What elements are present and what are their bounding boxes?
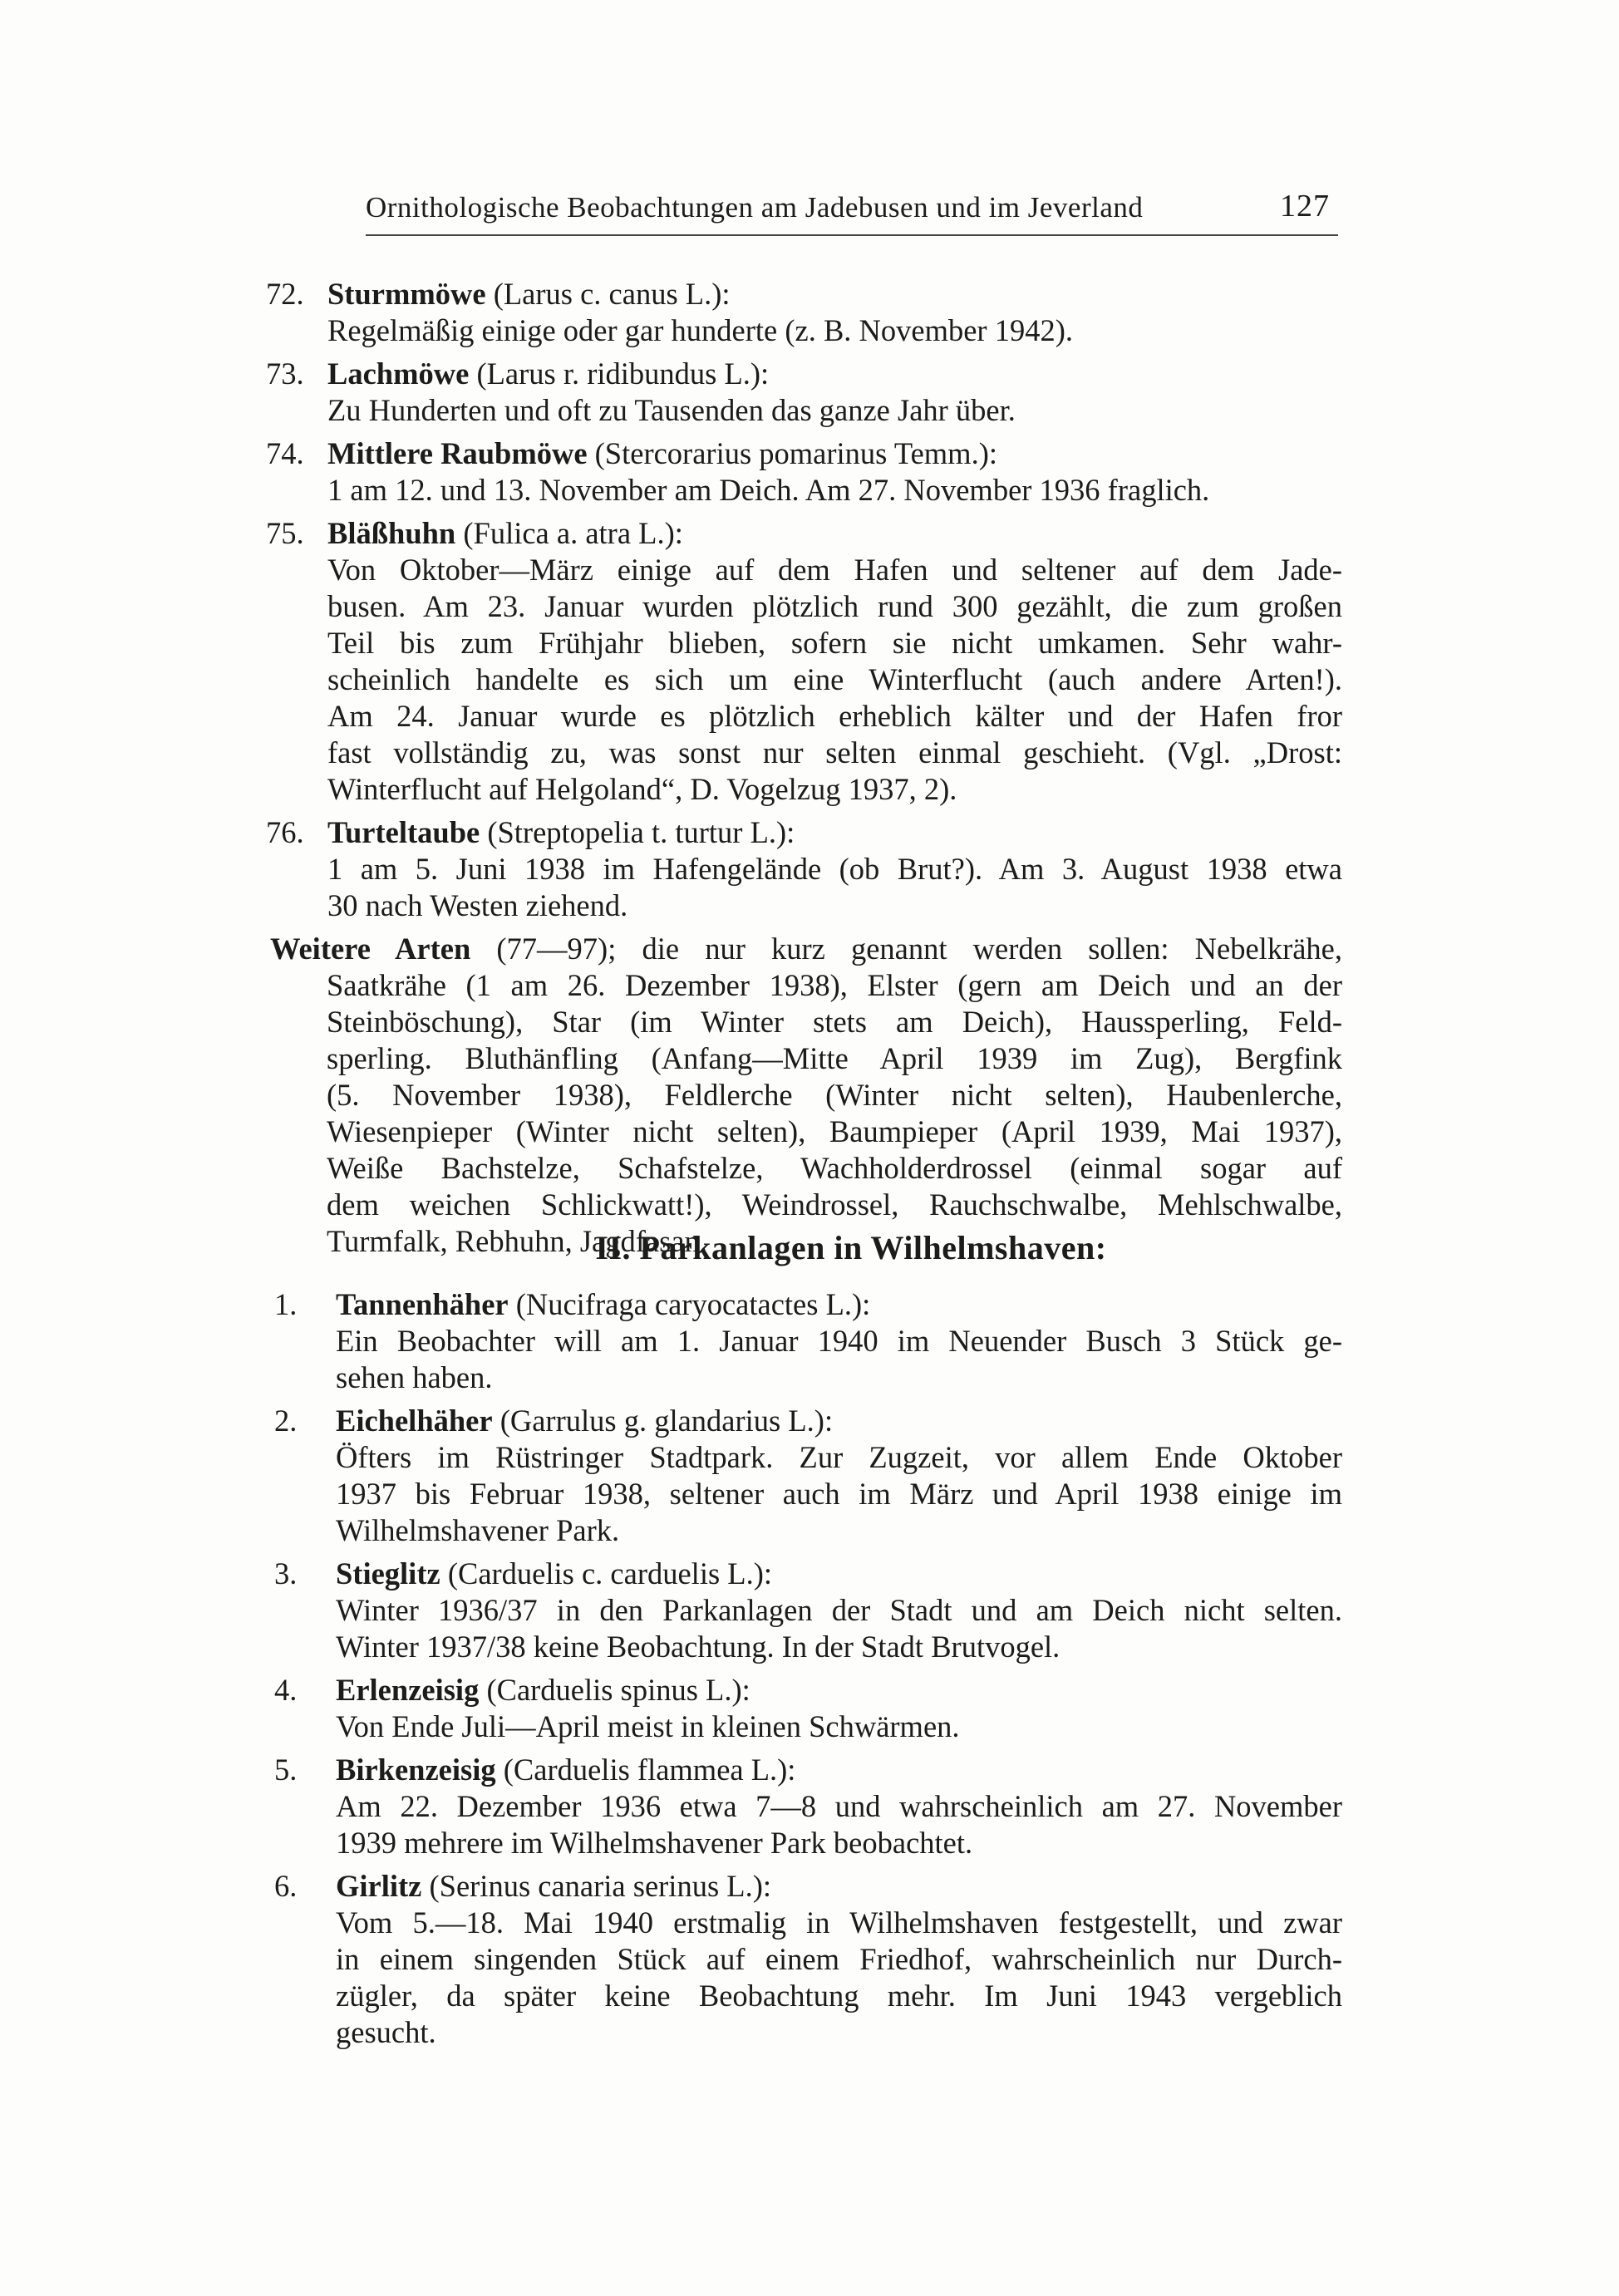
further-species-first-line [270,931,1342,967]
species-latin-name: (Serinus canaria serinus L.): [421,1869,771,1903]
species-number: 5. [274,1753,298,1787]
species-entry [274,1752,1342,1861]
species-number: 75. [266,516,304,550]
species-entry-heading [274,1403,1342,1439]
species-entry [266,276,1342,349]
text-line: Winter 1936/37 in den Parkanlagen der Stadt und am Deich nicht selten. [336,1593,1342,1627]
text-line: Teil bis zum Frühjahr blieben, sofern sie nicht umkamen. Sehr wahr- [327,626,1342,660]
species-entry-heading [266,515,1342,552]
species-name: Stieglitz [336,1556,440,1590]
text-line: Ein Beobachter will am 1. Januar 1940 im Neuender Busch 3 Stück ge- [336,1324,1342,1358]
text-line: Am 24. Januar wurde es plötzlich erheblich kälter und der Hafen fror [327,699,1342,733]
text-line: Weiße Bachstelze, Schafstelze, Wachholderdrossel (einmal sogar auf [327,1151,1342,1185]
text-line: busen. Am 23. Januar wurden plötzlich rund 300 gezählt, die zum großen [327,589,1342,623]
species-number: 6. [274,1869,298,1903]
species-name: Bläßhuhn [327,516,456,550]
species-number: 74. [266,436,304,470]
species-entry-heading [274,1286,1342,1323]
text-line: Wilhelmshavener Park. [336,1513,620,1547]
text-line: Öfters im Rüstringer Stadtpark. Zur Zugzeit, vor allem Ende Oktober [336,1440,1342,1474]
species-entry-text [266,552,1342,808]
text-line: Von Ende Juli—April meist in kleinen Schwärmen. [336,1709,960,1743]
species-entry-heading [266,276,1342,312]
species-number: 4. [274,1673,298,1707]
species-entry-text [274,1323,1342,1396]
species-entry-text [274,1788,1342,1861]
section-heading-text: II. Parkanlagen in Wilhelmshaven: [595,1229,1107,1266]
further-species-label: Weitere Arten [270,932,471,966]
species-entry-text [274,1592,1342,1665]
text-line: in einem singenden Stück auf einem Friedhof, wahrscheinlich nur Durch- [336,1942,1342,1976]
species-entry [274,1868,1342,2051]
species-latin-name: (Larus c. canus L.): [485,277,731,311]
species-entry-text [266,392,1342,429]
text-line: dem weichen Schlickwatt!), Weindrossel, Rauchschwalbe, Mehlschwalbe, [327,1187,1342,1222]
text-line: scheinlich handelte es sich um eine Winterflucht (auch andere Arten!). [327,662,1342,696]
text-line: fast vollständig zu, was sonst nur selten einmal geschieht. (Vgl. „Drost: [327,735,1342,769]
species-latin-name: (Nucifraga caryocatactes L.): [508,1287,871,1321]
text-line: sperling. Bluthänfling (Anfang—Mitte April 1939 im Zug), Bergfink [327,1041,1342,1075]
species-latin-name: (Larus r. ridibundus L.): [469,356,770,391]
text-line: Regelmäßig einige oder gar hunderte (z. B. November 1942). [327,313,1073,347]
species-list-part1 [266,276,1342,924]
species-entry [274,1286,1342,1396]
species-entry [266,515,1342,808]
species-name: Erlenzeisig [336,1673,480,1707]
text-line: 1 am 5. Juni 1938 im Hafengelände (ob Brut?). Am 3. August 1938 etwa [327,852,1342,886]
species-entry [274,1403,1342,1549]
species-entry-text [266,312,1342,349]
species-number: 73. [266,356,304,391]
species-entry [266,435,1342,509]
text-line: 1939 mehrere im Wilhelmshavener Park beobachtet. [336,1826,973,1860]
species-name: Lachmöwe [327,356,470,391]
species-list-part2 [274,1286,1342,2051]
species-name: Tannenhäher [336,1287,509,1321]
running-header [366,184,1338,236]
species-number: 2. [274,1404,298,1438]
text-line: 1 am 12. und 13. November am Deich. Am 27. November 1936 fraglich. [327,473,1210,507]
species-latin-name: (Carduelis c. carduelis L.): [440,1556,773,1590]
species-name: Girlitz [336,1869,422,1903]
species-latin-name: (Carduelis spinus L.): [479,1673,750,1707]
species-latin-name: (Fulica a. atra L.): [455,516,683,550]
section-heading [0,1228,1619,1267]
species-name: Eichelhäher [336,1404,493,1438]
species-latin-name: (Garrulus g. glandarius L.): [492,1404,834,1438]
text-line: Wiesenpieper (Winter nicht selten), Baumpieper (April 1939, Mai 1937), [327,1114,1342,1148]
species-number: 1. [274,1287,298,1321]
text-line: (5. November 1938), Feldlerche (Winter nicht selten), Haubenlerche, [327,1078,1342,1112]
text-line: Turmfalk, Rebhuhn, Jagdfasan. [327,1224,707,1258]
species-latin-name: (Streptopelia t. turtur L.): [480,815,795,849]
text-line: Steinböschung), Star (im Winter stets am Deich), Haussperling, Feld- [327,1005,1342,1039]
species-number: 3. [274,1556,298,1590]
species-entry-heading [274,1672,1342,1708]
species-entry-text [274,1905,1342,2051]
page-number: 127 [1280,189,1330,224]
text-line: 30 nach Westen ziehend. [327,888,628,922]
species-entry-text [274,1439,1342,1549]
species-name: Mittlere Raubmöwe [327,436,588,470]
species-entry-heading [266,814,1342,851]
species-number: 76. [266,815,304,849]
text-line: Winter 1937/38 keine Beobachtung. In der Stadt Brutvogel. [336,1630,1060,1664]
species-name: Birkenzeisig [336,1753,496,1787]
species-entry [266,814,1342,924]
text-line: Von Oktober—März einige auf dem Hafen und seltener auf dem Jade- [327,553,1342,587]
species-name: Turteltaube [327,815,480,849]
species-entry-heading [274,1556,1342,1592]
running-title: Ornithologische Beobachtungen am Jadebusen und im Jeverland [366,191,1144,224]
species-entry [266,356,1342,429]
species-entry-text [274,1708,1342,1745]
species-name: Sturmmöwe [327,277,486,311]
further-species-intro: (77—97); die nur kurz genannt werden sollen: Nebelkrähe, [470,932,1343,966]
species-entry-text [266,851,1342,924]
text-line: zügler, da später keine Beobachtung mehr. Im Juni 1943 vergeblich [336,1979,1342,2013]
text-line: Am 22. Dezember 1936 etwa 7—8 und wahrscheinlich am 27. November [336,1789,1342,1823]
species-entry [274,1672,1342,1745]
species-entry [274,1556,1342,1665]
text-line: Saatkrähe (1 am 26. Dezember 1938), Elster (gern am Deich und an der [327,968,1342,1002]
species-entry-text [266,472,1342,509]
species-entry-heading [266,435,1342,472]
further-species-paragraph [270,931,1342,1260]
species-latin-name: (Stercorarius pomarinus Temm.): [587,436,997,470]
species-entry-heading [266,356,1342,392]
text-line: sehen haben. [336,1360,493,1394]
further-species-lines [270,967,1342,1260]
text-line: 1937 bis Februar 1938, seltener auch im März und April 1938 einige im [336,1477,1342,1511]
species-latin-name: (Carduelis flammea L.): [495,1753,796,1787]
species-entry-heading [274,1752,1342,1788]
text-line: Winterflucht auf Helgoland“, D. Vogelzug 1937, 2). [327,772,957,806]
text-line: gesucht. [336,2015,436,2049]
text-line: Zu Hunderten und oft zu Tausenden das ganze Jahr über. [327,393,1016,427]
text-line: Vom 5.—18. Mai 1940 erstmalig in Wilhelmshaven festgestellt, und zwar [336,1905,1342,1940]
species-entry-heading [274,1868,1342,1905]
species-number: 72. [266,277,304,311]
